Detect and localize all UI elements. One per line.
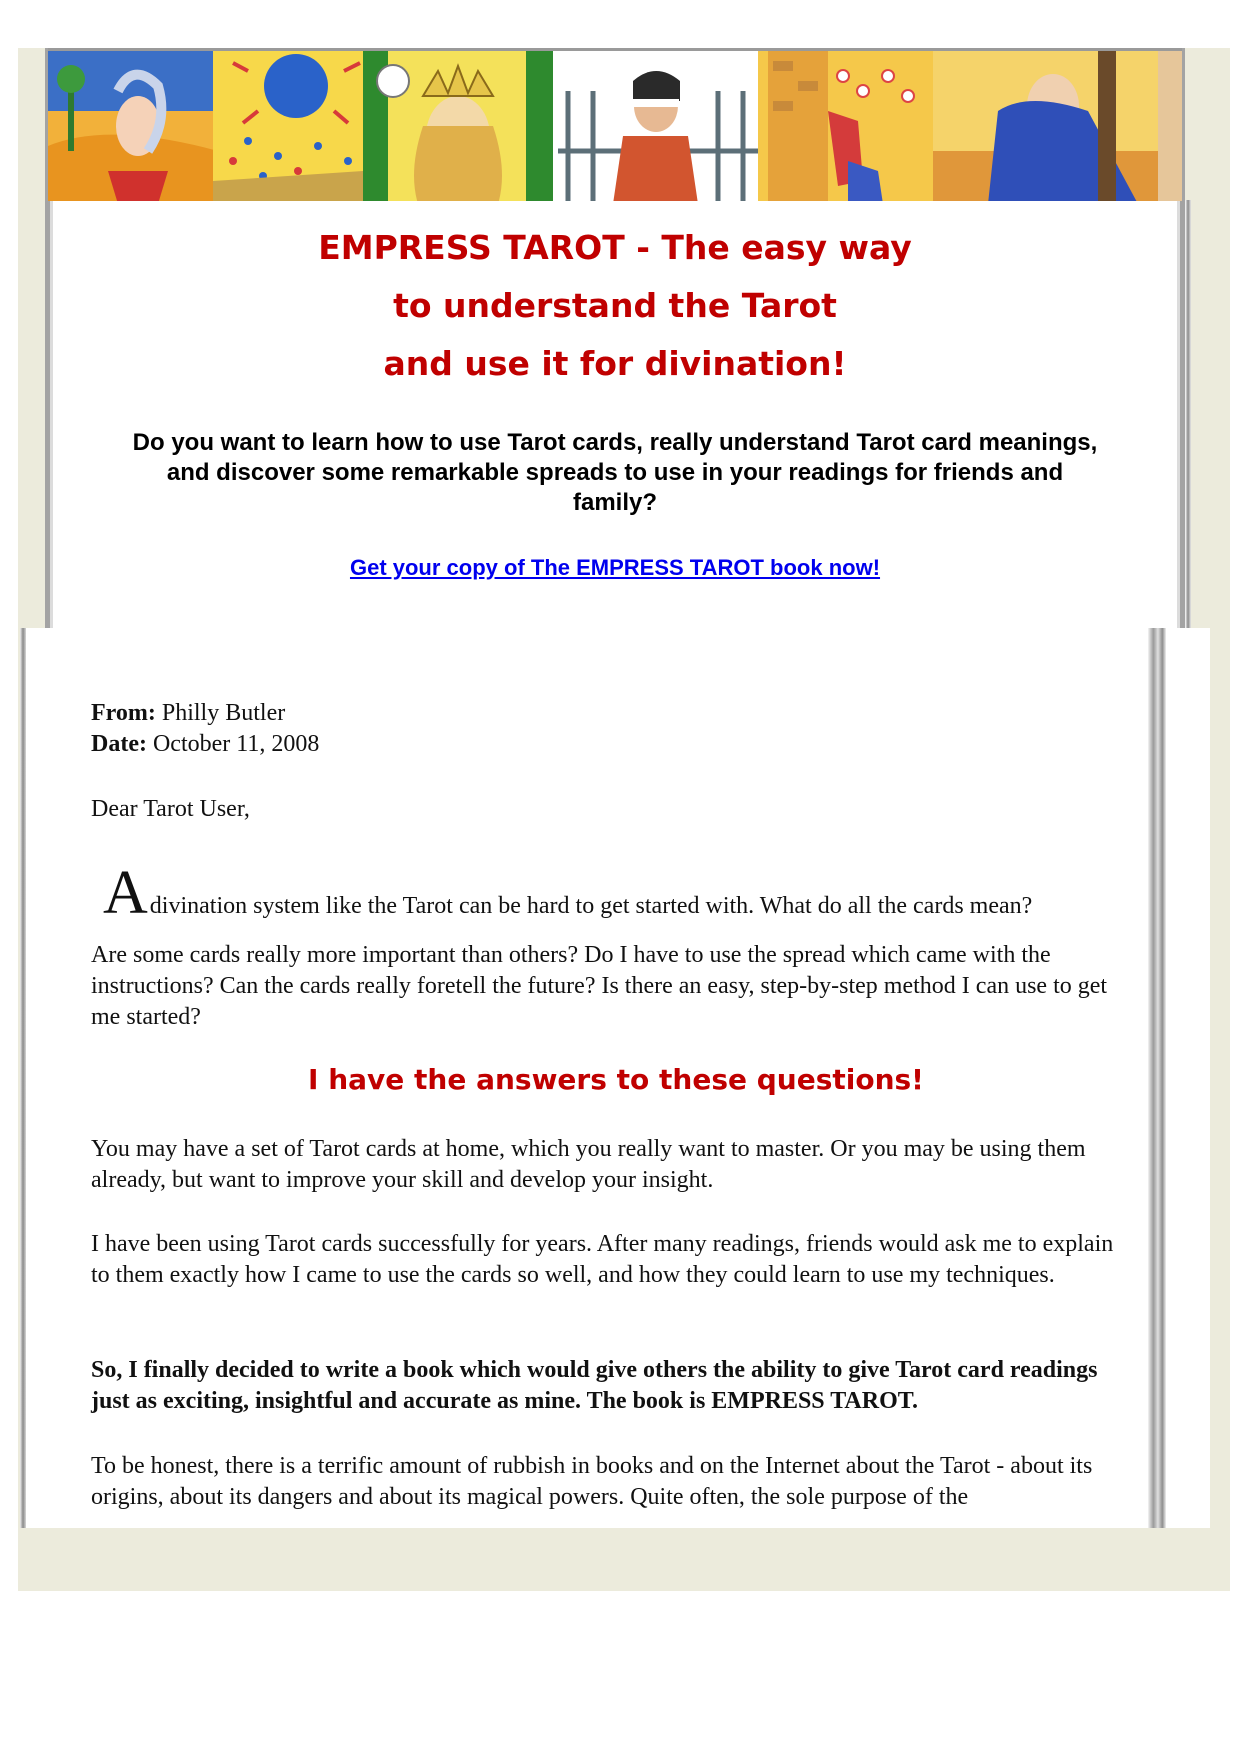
headline-line-1: EMPRESS TAROT - The easy way	[318, 228, 912, 267]
answers-subheading: I have the answers to these questions!	[308, 1063, 924, 1096]
headline-line-3: and use it for divination!	[383, 344, 847, 383]
drop-cap: A	[103, 859, 148, 927]
date-line	[91, 729, 1131, 760]
paragraph-2: You may have a set of Tarot cards at home, which you really want to master. Or you may be using them already, but want to improve your skill and develop your insight.	[91, 1136, 1086, 1193]
paragraph-3: I have been using Tarot cards successfully for years. After many readings, friends would ask me to explain to them exactly how I came to use the cards so well, and how they could learn to use my techniques.	[91, 1231, 1114, 1288]
from-line	[91, 698, 1131, 729]
from-value: Philly Butler	[161, 700, 286, 726]
headline-line-2: to understand the Tarot	[393, 286, 837, 325]
greeting: Dear Tarot User,	[91, 796, 250, 822]
tarot-banner-image	[48, 48, 1182, 201]
paragraph-4: So, I finally decided to write a book which would give others the ability to give Tarot card readings just as exciting, insightful and accurate as mine. The book is EMPRESS TAROT.	[91, 1357, 1098, 1414]
paragraph-5: To be honest, there is a terrific amount of rubbish in books and on the Internet about the Tarot - about its origins, about its dangers and about its magical powers. Quite often, the sole purpose of the	[91, 1453, 1093, 1510]
intro-question: Do you want to learn how to use Tarot cards, really understand Tarot card meanings, and discover some remarkable spreads to use in your readings for friends and family?	[132, 429, 1098, 516]
paragraph-1-rest: Are some cards really more important than others? Do I have to use the spread which came with the instructions? Can the cards really foretell the future? Is there an easy, step-by-step method I can use to get me started?	[91, 942, 1108, 1030]
date-value: October 11, 2008	[152, 731, 320, 757]
buy-book-link[interactable]: Get your copy of The EMPRESS TAROT book now!	[349, 555, 881, 580]
paragraph-1-start: divination system like the Tarot can be hard to get started with. What do all the cards mean?	[149, 893, 1033, 919]
tarot-banner-art	[48, 51, 1182, 201]
header-frame-right	[1185, 200, 1191, 628]
letter-frame-right	[1148, 628, 1166, 1528]
from-label: From:	[91, 700, 156, 726]
letter-frame-left	[20, 628, 26, 1528]
paragraph-1-first-line	[91, 859, 1141, 927]
date-label: Date:	[91, 731, 147, 757]
